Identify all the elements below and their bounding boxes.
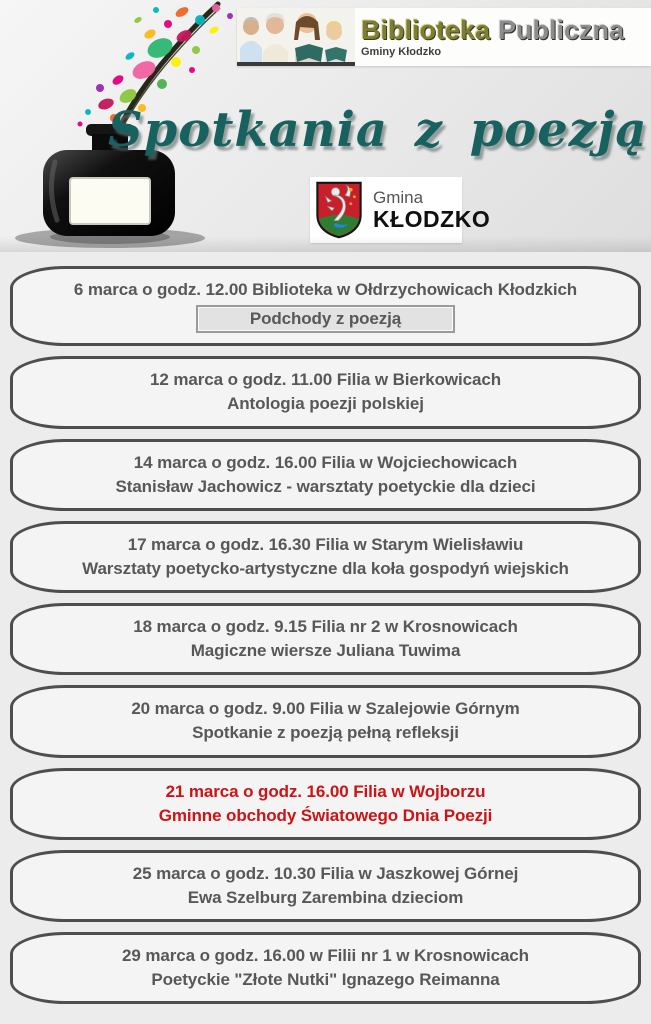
event-item-4 xyxy=(10,521,641,593)
event-datetime-location: 29 marca o godz. 16.00 w Filii nr 1 w Krosnowicach xyxy=(122,946,529,965)
event-datetime-location: 21 marca o godz. 16.00 Filia w Wojborzu xyxy=(165,781,486,801)
event-datetime-location: 17 marca o godz. 16.30 Filia w Starym Wielisławiu xyxy=(127,534,524,554)
event-title: Podchody z poezją xyxy=(196,305,455,333)
event-item-7-highlighted xyxy=(10,768,641,840)
event-title: Magiczne wiersze Juliana Tuwima xyxy=(190,641,461,661)
municipality-name: KŁODZKO xyxy=(373,205,491,232)
event-list xyxy=(0,252,651,1004)
event-datetime-location: 25 marca o godz. 10.30 Filia w Jaszkowej Górnej xyxy=(132,863,519,883)
family-reading-photo xyxy=(237,8,355,66)
event-item-3 xyxy=(10,439,641,511)
municipality-logo-text xyxy=(364,189,490,231)
event-datetime-location: 12 marca o godz. 11.00 Filia w Bierkowicach xyxy=(150,370,501,390)
event-datetime-location: 18 marca o godz. 9.15 Filia nr 2 w Krosnowicach xyxy=(133,617,518,636)
event-item-2 xyxy=(10,356,641,428)
event-title: Ewa Szelburg Zarembina dzieciom xyxy=(187,887,464,907)
library-logo-text xyxy=(355,14,625,58)
library-logo xyxy=(237,8,651,66)
poster-header xyxy=(0,0,651,252)
library-name-part2: Publiczna xyxy=(498,14,625,45)
event-datetime-location: 14 marca o godz. 16.00 Filia w Wojciechowicach xyxy=(133,452,518,472)
municipality-logo xyxy=(310,177,491,243)
event-title: Spotkanie z poezją pełną refleksji xyxy=(192,723,459,743)
municipality-label: Gmina xyxy=(373,188,424,207)
event-title: Poetyckie "Złote Nutki" Ignazego Reimanna xyxy=(151,970,500,990)
event-title: Warsztaty poetycko-artystyczne dla koła gospodyń wiejskich xyxy=(82,558,569,578)
event-datetime-location: 6 marca o godz. 12.00 Biblioteka w Ołdrzychowicach Kłodzkich xyxy=(73,280,578,299)
event-item-9 xyxy=(10,932,641,1004)
event-datetime-location: 20 marca o godz. 9.00 Filia w Szalejowie Górnym xyxy=(131,699,520,719)
event-title: Stanisław Jachowicz - warsztaty poetyckie dla dzieci xyxy=(115,476,536,496)
coat-of-arms-icon xyxy=(314,180,364,240)
library-subtitle: Gminy Kłodzko xyxy=(361,45,442,58)
library-name xyxy=(361,14,625,45)
event-item-5 xyxy=(10,603,641,675)
event-item-6 xyxy=(10,685,641,757)
event-title: Gminne obchody Światowego Dnia Poezji xyxy=(158,805,493,825)
event-item-8 xyxy=(10,850,641,922)
event-title: Antologia poezji polskiej xyxy=(227,394,424,414)
page-title: Spotkania z poezją xyxy=(108,102,648,158)
library-name-part1: Biblioteka xyxy=(361,14,491,45)
event-item-1 xyxy=(10,266,641,346)
